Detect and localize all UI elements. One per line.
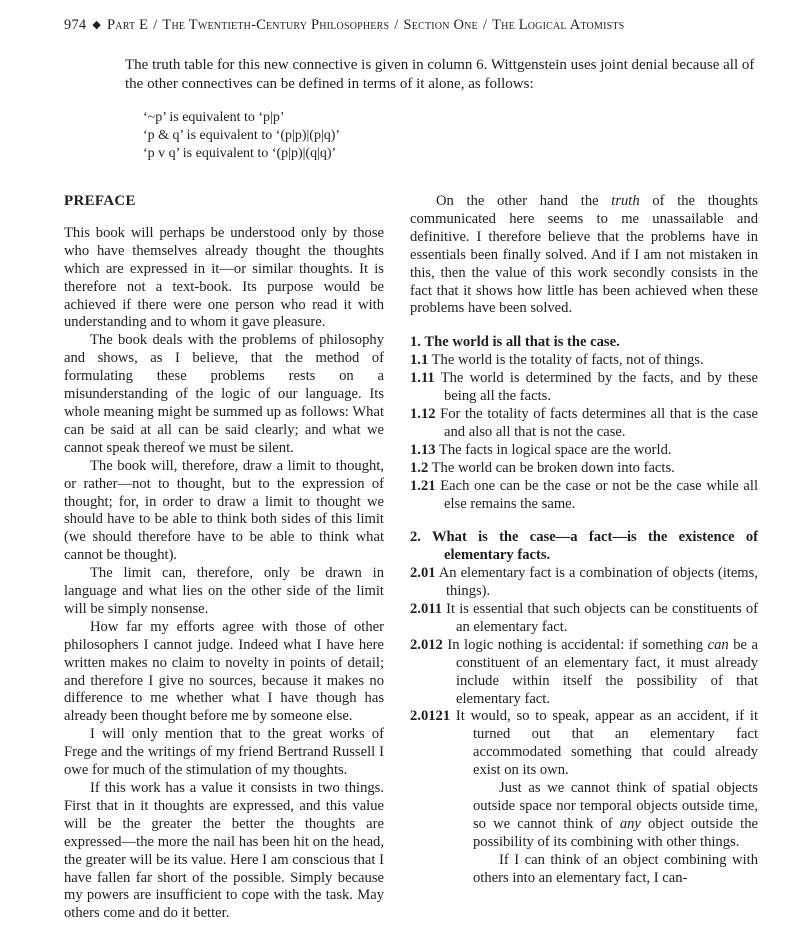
formula-list <box>143 109 340 163</box>
preface-paragraph: I will only mention that to the great works of Frege and the writings of my friend Bertrand Russell I owe for much of the stimulation of my thoughts. <box>64 726 384 779</box>
proposition-2-0121: 2.0121 It would, so to speak, appear as an accident, if it turned out that an elementary fact accommodated something that could already exist on its own. <box>410 708 758 779</box>
formula-disjunction: ‘p v q’ is equivalent to ‘(p|p)|(q|q)’ <box>143 146 337 161</box>
header-part-title: The Twentieth-Century Philosophers <box>162 17 390 33</box>
preface-paragraph: How far my efforts agree with those of other philosophers I cannot judge. Indeed what I have here written makes no claim to novelty in points of detail; and therefore I give no sources, because it makes no difference to me whether what I have though has already been thought before me by someone else. <box>64 618 384 725</box>
proposition-number: 1.12 <box>410 405 436 422</box>
spacer <box>410 513 758 529</box>
formula-negation: ‘~p’ is equivalent to ‘p|p’ <box>143 110 285 125</box>
header-part: Part E <box>107 17 149 33</box>
proposition-1-12 <box>410 406 758 442</box>
left-column <box>64 193 384 923</box>
proposition-1-11 <box>410 370 758 406</box>
propositions-group-1 <box>410 334 758 513</box>
proposition-text: The world is all that is the case. <box>424 334 620 351</box>
preface-paragraph: The limit can, therefore, only be drawn in language and what lies on the other side of the limit will be simply nonsense. <box>64 565 384 617</box>
spacer <box>410 318 758 334</box>
proposition-2-012: 2.012 In logic nothing is accidental: if something can be a constituent of an elementary fact, it must already include within itself the possibility of that elementary fact. <box>410 636 758 707</box>
proposition-text: For the totality of facts determines all that is the case and also all that is not the case. <box>440 405 758 440</box>
right-column <box>410 193 758 888</box>
preface-paragraph: This book will perhaps be understood only by those who have themselves already thought the thoughts which are expressed in it—or similar thoughts. It is therefore not a text-book. Its purpose would be achieved if there were one person who read it with understanding and to whom it gave pleasure. <box>64 224 384 331</box>
proposition-1-2 <box>410 460 758 478</box>
proposition-1 <box>410 334 758 352</box>
header-section-title: The Logical Atomists <box>492 17 625 33</box>
intro-paragraph: The truth table for this new connective is given in column 6. Wittgenstein uses joint denial because all of the other connectives can be defined in terms of it alone, as follows: <box>125 57 755 92</box>
proposition-number: 1.2 <box>410 459 429 476</box>
intro-text <box>125 56 765 94</box>
page-number: 974 <box>64 17 87 33</box>
preface-paragraph-truth: On the other hand the truth of the thoughts communicated here seems to me unassailable and definitive. I therefore believe that the problems have in essentials been finally solved. And if I am not mistaken in this, then the value of this work secondly consists in the fact that it shows how little has been achieved when these problems have been solved. <box>410 193 758 317</box>
proposition-number: 1.11 <box>410 370 435 387</box>
proposition-1-21 <box>410 478 758 514</box>
proposition-2-01: 2.01 An elementary fact is a combination of objects (items, things). <box>410 565 758 600</box>
diamond-icon: ◆ <box>92 19 102 31</box>
proposition-number: 1.1 <box>410 352 429 369</box>
proposition-text: The world can be broken down into facts. <box>431 459 675 476</box>
header-section: Section One <box>403 17 478 33</box>
proposition-text: The world is the totality of facts, not of things. <box>431 352 704 369</box>
preface-heading: PREFACE <box>64 193 136 209</box>
proposition-2-0121-paragraph: If I can think of an object combining with others into an elementary fact, I can- <box>473 851 758 886</box>
proposition-1-1 <box>410 352 758 370</box>
header-separator: / <box>394 17 399 33</box>
proposition-text: The world is determined by the facts, and by these being all the facts. <box>440 370 758 405</box>
formula-conjunction: ‘p & q’ is equivalent to ‘(p|p)|(p|q)’ <box>143 128 341 143</box>
preface-paragraph: The book deals with the problems of philosophy and shows, as I believe, that the method of formulating these problems rests on a misunderstanding of the logic of our language. Its whole meaning might be summed up as follows: What can be said at all can be said clearly; and what we cannot speak thereof we must be silent. <box>64 332 384 456</box>
preface-paragraph: If this work has a value it consists in two things. First that in it thoughts are expressed, and this value will be the greater the better the thoughts are expressed—the more the nail has been hit on the head, the greater will be its value. Here I am conscious that I have fallen far short of the possible. Simply because my powers are insufficient to cope with the task. May others come and do it better. <box>64 780 384 922</box>
proposition-number: 1.13 <box>410 441 436 458</box>
proposition-2-0121-paragraph: Just as we cannot think of spatial objects outside space nor temporal objects outside time, so we cannot think of any object outside the possibility of its combining with other things. <box>473 780 758 850</box>
proposition-number: 1.21 <box>410 477 436 494</box>
proposition-1-13 <box>410 442 758 460</box>
preface-paragraph: The book will, therefore, draw a limit to thought, or rather—not to thought, but to the expression of thought; for, in order to draw a limit to thought we should have to be able to think both sides of this limit (we should therefore have to be able to think what cannot be thought). <box>64 457 384 564</box>
proposition-text: The facts in logical space are the world. <box>438 441 672 458</box>
proposition-2-011: 2.011 It is essential that such objects can be constituents of an elementary fact. <box>410 601 758 635</box>
proposition-number: 1. <box>410 334 421 351</box>
header-separator: / <box>153 17 158 33</box>
proposition-text: Each one can be the case or not be the case while all else remains the same. <box>440 477 758 512</box>
proposition-2: 2. What is the case—a fact—is the existence of elementary facts. <box>410 529 758 564</box>
header-separator: / <box>482 17 488 33</box>
running-header <box>64 17 624 34</box>
